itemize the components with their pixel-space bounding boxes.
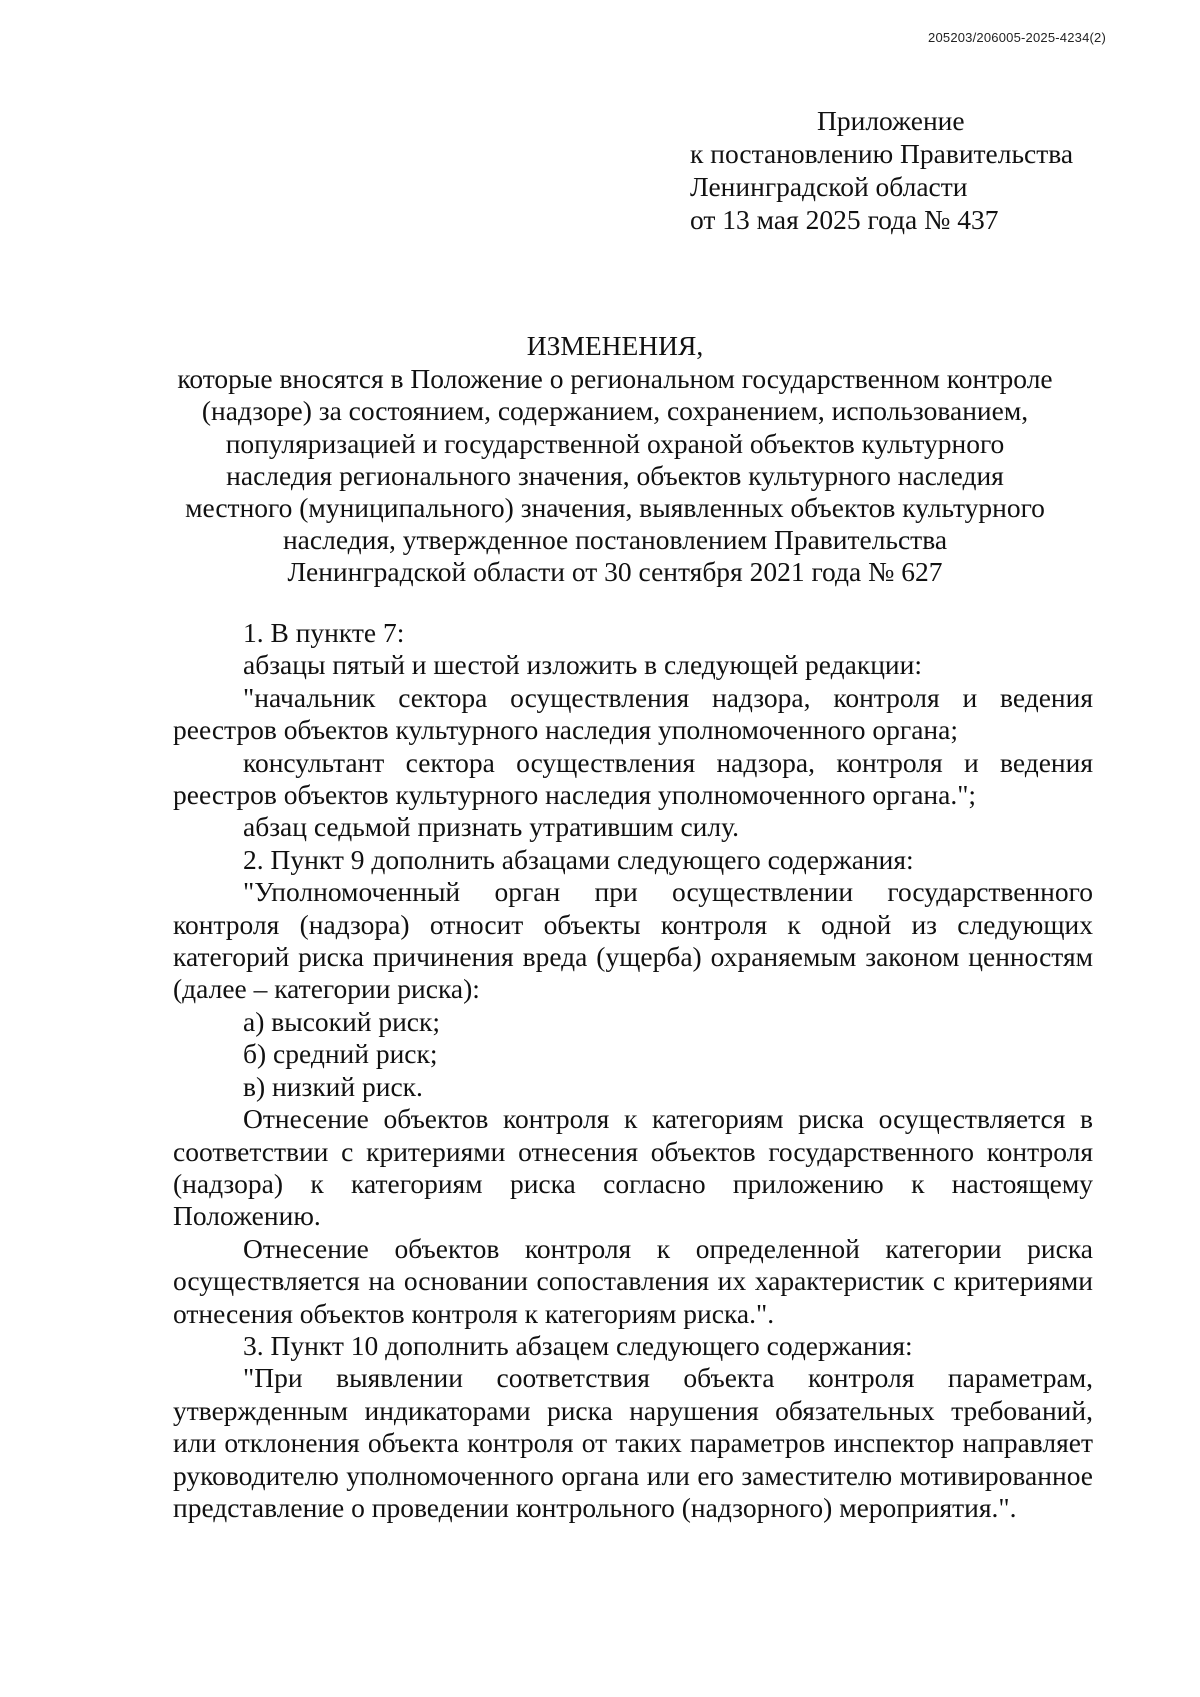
title-line: которые вносятся в Положение о региональном государственном контроле <box>177 363 1053 395</box>
appendix-label: Приложение <box>817 105 965 136</box>
appendix-date-number: от 13 мая 2025 года № 437 <box>690 204 999 235</box>
list-item-risk-low: в) низкий риск. <box>243 1070 423 1102</box>
paragraph-item-3: 3. Пункт 10 дополнить абзацем следующего содержания: <box>243 1329 913 1361</box>
paragraph: абзац седьмой признать утратившим силу. <box>243 811 739 843</box>
paragraph-item-2: 2. Пункт 9 дополнить абзацами следующего содержания: <box>243 843 914 875</box>
appendix-line: Ленинградской области <box>690 171 968 202</box>
appendix-header <box>690 104 1130 236</box>
paragraph-quote: "начальник сектора осуществления надзора, контроля и ведения реестров объектов культурного наследия уполномоченного органа; <box>173 681 1093 746</box>
title-heading: ИЗМЕНЕНИЯ, <box>526 330 704 361</box>
paragraph: абзацы пятый и шестой изложить в следующей редакции: <box>243 649 923 681</box>
appendix-line: к постановлению Правительства <box>690 138 1074 169</box>
paragraph-quote: консультант сектора осуществления надзора, контроля и ведения реестров объектов культурного наследия уполномоченного органа."; <box>173 746 1093 811</box>
title-line: Ленинградской области от 30 сентября 2021 года № 627 <box>287 556 943 588</box>
document-body <box>173 617 1093 1524</box>
title-line: местного (муниципального) значения, выявленных объектов культурного <box>185 492 1045 524</box>
paragraph-quote: "Уполномоченный орган при осуществлении государственного контроля (надзора) относит объекты контроля к одной из следующих категорий риска причинения вреда (ущерба) охраняемым законом ценностям (далее – категории риска): <box>173 876 1093 1005</box>
title-line: популяризацией и государственной охраной объектов культурного <box>225 427 1005 459</box>
title-line: (надзоре) за состоянием, содержанием, сохранением, использованием, <box>201 395 1029 427</box>
list-item-risk-high: а) высокий риск; <box>243 1005 440 1037</box>
document-registration-number: 205203/206005-2025-4234(2) <box>928 30 1106 45</box>
paragraph: Отнесение объектов контроля к определенной категории риска осуществляется на основании сопоставления их характеристик с критериями отнесения объектов контроля к категориям риска.". <box>173 1232 1093 1329</box>
paragraph-item-1: 1. В пункте 7: <box>243 617 405 648</box>
title-line: наследия регионального значения, объектов культурного наследия <box>226 459 1004 491</box>
document-title <box>150 330 1080 589</box>
list-item-risk-medium: б) средний риск; <box>243 1038 438 1070</box>
paragraph-quote: "При выявлении соответствия объекта контроля параметрам, утвержденным индикаторами риска нарушения обязательных требований, или отклонения объекта контроля от таких параметров инспектор направляет руководителю уполномоченного органа или его заместителю мотивированное представление о проведении контрольного (надзорного) мероприятия.". <box>173 1362 1093 1523</box>
title-line: наследия, утвержденное постановлением Правительства <box>282 524 948 556</box>
paragraph: Отнесение объектов контроля к категориям риска осуществляется в соответствии с критериями отнесения объектов государственного контроля (надзора) к категориям риска согласно приложению к настоящему Положению. <box>173 1103 1093 1232</box>
